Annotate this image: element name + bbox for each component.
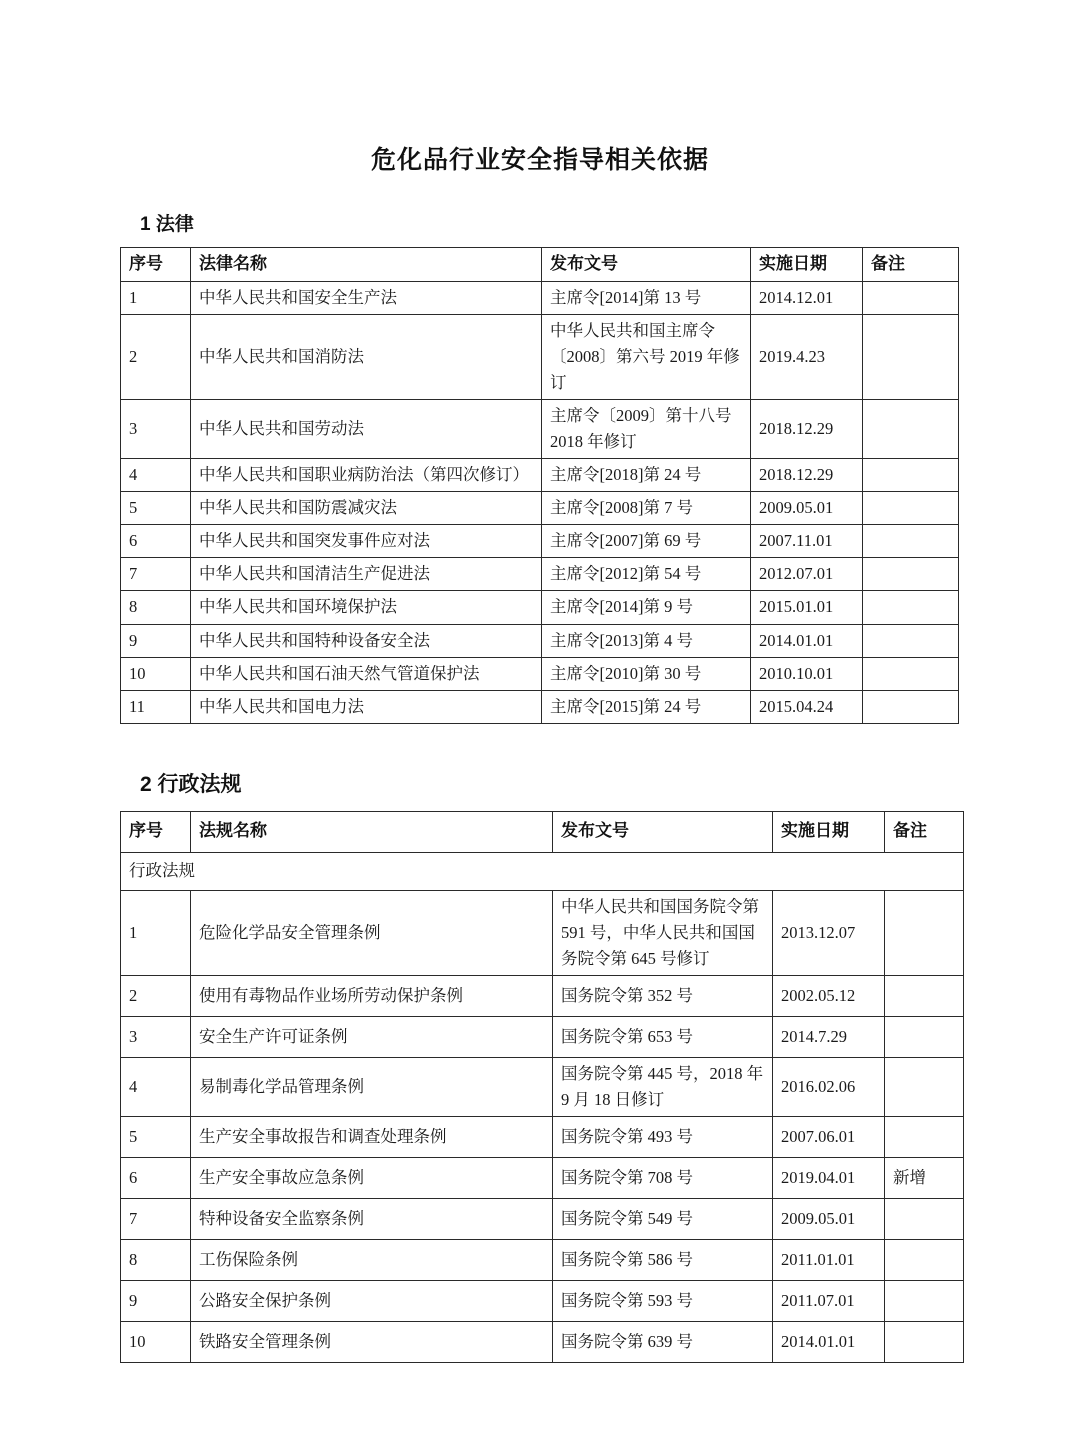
cell-date: 2019.4.23 xyxy=(751,314,863,399)
cell-date: 2013.12.07 xyxy=(773,890,885,975)
cell-date: 2009.05.01 xyxy=(751,492,863,525)
page-title: 危化品行业安全指导相关依据 xyxy=(370,146,709,174)
cell-date: 2018.12.29 xyxy=(751,400,863,459)
cell-note xyxy=(863,459,959,492)
cell-date: 2014.7.29 xyxy=(773,1016,885,1057)
cell-index: 6 xyxy=(121,1158,191,1199)
cell-date: 2014.01.01 xyxy=(751,624,863,657)
cell-doc: 主席令[2007]第 69 号 xyxy=(542,525,751,558)
cell-date: 2018.12.29 xyxy=(751,459,863,492)
table-row xyxy=(121,1016,964,1057)
cell-name: 安全生产许可证条例 xyxy=(191,1016,553,1057)
cell-doc: 国务院令第 352 号 xyxy=(553,975,773,1016)
cell-note xyxy=(885,1117,964,1158)
cell-doc: 主席令[2015]第 24 号 xyxy=(542,690,751,723)
cell-name: 特种设备安全监察条例 xyxy=(191,1199,553,1240)
cell-doc: 国务院令第 493 号 xyxy=(553,1117,773,1158)
section-heading-laws: 1 法律 xyxy=(140,214,194,235)
cell-name: 易制毒化学品管理条例 xyxy=(191,1057,553,1116)
table-row xyxy=(121,525,959,558)
table-row xyxy=(121,1199,964,1240)
cell-doc: 主席令[2014]第 13 号 xyxy=(542,281,751,314)
cell-note-new: 新增 xyxy=(885,1158,964,1199)
cell-name: 中华人民共和国劳动法 xyxy=(191,400,542,459)
cell-doc: 国务院令第 708 号 xyxy=(553,1158,773,1199)
cell-note xyxy=(863,690,959,723)
cell-index: 3 xyxy=(121,1016,191,1057)
table-group-row xyxy=(121,852,964,890)
cell-date: 2011.07.01 xyxy=(773,1281,885,1322)
cell-doc: 主席令[2013]第 4 号 xyxy=(542,624,751,657)
cell-index: 2 xyxy=(121,975,191,1016)
table-row xyxy=(121,975,964,1016)
cell-index: 9 xyxy=(121,624,191,657)
cell-index: 4 xyxy=(121,1057,191,1116)
column-header-date: 实施日期 xyxy=(751,248,863,282)
cell-index: 7 xyxy=(121,558,191,591)
table-header-row xyxy=(121,248,959,282)
cell-note xyxy=(863,624,959,657)
cell-index: 1 xyxy=(121,281,191,314)
cell-note xyxy=(885,1199,964,1240)
cell-doc: 国务院令第 639 号 xyxy=(553,1322,773,1363)
cell-note xyxy=(885,1322,964,1363)
cell-doc: 主席令[2014]第 9 号 xyxy=(542,591,751,624)
column-header-index: 序号 xyxy=(121,248,191,282)
cell-index: 1 xyxy=(121,890,191,975)
table-row xyxy=(121,1158,964,1199)
cell-note xyxy=(885,1281,964,1322)
cell-date: 2016.02.06 xyxy=(773,1057,885,1116)
cell-date: 2007.06.01 xyxy=(773,1117,885,1158)
cell-name: 生产安全事故报告和调查处理条例 xyxy=(191,1117,553,1158)
cell-index: 10 xyxy=(121,657,191,690)
cell-name: 中华人民共和国防震减灾法 xyxy=(191,492,542,525)
table-row xyxy=(121,1240,964,1281)
table-header-row xyxy=(121,811,964,852)
cell-index: 11 xyxy=(121,690,191,723)
cell-doc: 中华人民共和国主席令〔2008〕第六号 2019 年修订 xyxy=(542,314,751,399)
cell-index: 3 xyxy=(121,400,191,459)
cell-name: 中华人民共和国特种设备安全法 xyxy=(191,624,542,657)
column-header-doc: 发布文号 xyxy=(553,811,773,852)
cell-index: 4 xyxy=(121,459,191,492)
table-row xyxy=(121,1057,964,1116)
cell-date: 2015.04.24 xyxy=(751,690,863,723)
cell-name: 工伤保险条例 xyxy=(191,1240,553,1281)
cell-note xyxy=(863,591,959,624)
cell-note xyxy=(863,525,959,558)
cell-note xyxy=(863,657,959,690)
cell-doc: 主席令[2008]第 7 号 xyxy=(542,492,751,525)
cell-name: 中华人民共和国环境保护法 xyxy=(191,591,542,624)
cell-date: 2010.10.01 xyxy=(751,657,863,690)
column-header-note: 备注 xyxy=(885,811,964,852)
cell-note xyxy=(863,281,959,314)
cell-doc: 主席令[2010]第 30 号 xyxy=(542,657,751,690)
cell-name: 中华人民共和国突发事件应对法 xyxy=(191,525,542,558)
cell-note xyxy=(885,1016,964,1057)
table-row xyxy=(121,1281,964,1322)
column-header-date: 实施日期 xyxy=(773,811,885,852)
cell-note xyxy=(863,492,959,525)
column-header-doc: 发布文号 xyxy=(542,248,751,282)
cell-doc: 中华人民共和国国务院令第 591 号，中华人民共和国国务院令第 645 号修订 xyxy=(553,890,773,975)
cell-index: 10 xyxy=(121,1322,191,1363)
cell-name: 中华人民共和国清洁生产促进法 xyxy=(191,558,542,591)
cell-name: 危险化学品安全管理条例 xyxy=(191,890,553,975)
table-row xyxy=(121,591,959,624)
cell-note xyxy=(863,558,959,591)
cell-name: 中华人民共和国电力法 xyxy=(191,690,542,723)
cell-index: 7 xyxy=(121,1199,191,1240)
cell-index: 2 xyxy=(121,314,191,399)
cell-note xyxy=(885,1240,964,1281)
cell-note xyxy=(863,400,959,459)
cell-doc: 主席令[2012]第 54 号 xyxy=(542,558,751,591)
section-heading-regulations: 2 行政法规 xyxy=(140,772,242,796)
cell-doc: 国务院令第 593 号 xyxy=(553,1281,773,1322)
cell-date: 2014.01.01 xyxy=(773,1322,885,1363)
cell-name: 生产安全事故应急条例 xyxy=(191,1158,553,1199)
cell-note xyxy=(863,314,959,399)
column-header-index: 序号 xyxy=(121,811,191,852)
cell-doc: 国务院令第 586 号 xyxy=(553,1240,773,1281)
table-row xyxy=(121,690,959,723)
cell-name: 中华人民共和国消防法 xyxy=(191,314,542,399)
table-row xyxy=(121,890,964,975)
cell-index: 8 xyxy=(121,1240,191,1281)
cell-date: 2014.12.01 xyxy=(751,281,863,314)
cell-date: 2009.05.01 xyxy=(773,1199,885,1240)
cell-name: 使用有毒物品作业场所劳动保护条例 xyxy=(191,975,553,1016)
laws-table xyxy=(120,247,959,724)
cell-index: 8 xyxy=(121,591,191,624)
table-row xyxy=(121,657,959,690)
cell-doc: 国务院令第 549 号 xyxy=(553,1199,773,1240)
cell-date: 2012.07.01 xyxy=(751,558,863,591)
cell-note xyxy=(885,975,964,1016)
cell-date: 2015.01.01 xyxy=(751,591,863,624)
table-row xyxy=(121,281,959,314)
cell-doc: 主席令〔2009〕第十八号 2018 年修订 xyxy=(542,400,751,459)
table-row xyxy=(121,558,959,591)
column-header-name: 法律名称 xyxy=(191,248,542,282)
cell-doc: 主席令[2018]第 24 号 xyxy=(542,459,751,492)
cell-doc: 国务院令第 653 号 xyxy=(553,1016,773,1057)
cell-date: 2002.05.12 xyxy=(773,975,885,1016)
cell-date: 2007.11.01 xyxy=(751,525,863,558)
cell-index: 5 xyxy=(121,1117,191,1158)
column-header-note: 备注 xyxy=(863,248,959,282)
cell-note xyxy=(885,1057,964,1116)
table-row xyxy=(121,459,959,492)
cell-date: 2019.04.01 xyxy=(773,1158,885,1199)
cell-index: 5 xyxy=(121,492,191,525)
cell-name: 中华人民共和国石油天然气管道保护法 xyxy=(191,657,542,690)
regulations-table-body xyxy=(121,852,964,1362)
column-header-name: 法规名称 xyxy=(191,811,553,852)
table-row xyxy=(121,492,959,525)
table-row xyxy=(121,1117,964,1158)
regulations-table xyxy=(120,811,964,1363)
cell-index: 6 xyxy=(121,525,191,558)
table-row xyxy=(121,1322,964,1363)
table-row xyxy=(121,314,959,399)
cell-note xyxy=(885,890,964,975)
group-label: 行政法规 xyxy=(121,852,964,890)
cell-name: 公路安全保护条例 xyxy=(191,1281,553,1322)
table-row xyxy=(121,624,959,657)
cell-doc: 国务院令第 445 号，2018 年 9 月 18 日修订 xyxy=(553,1057,773,1116)
cell-date: 2011.01.01 xyxy=(773,1240,885,1281)
cell-name: 中华人民共和国安全生产法 xyxy=(191,281,542,314)
cell-name: 中华人民共和国职业病防治法（第四次修订） xyxy=(191,459,542,492)
cell-name: 铁路安全管理条例 xyxy=(191,1322,553,1363)
table-row xyxy=(121,400,959,459)
laws-table-body xyxy=(121,281,959,723)
cell-index: 9 xyxy=(121,1281,191,1322)
